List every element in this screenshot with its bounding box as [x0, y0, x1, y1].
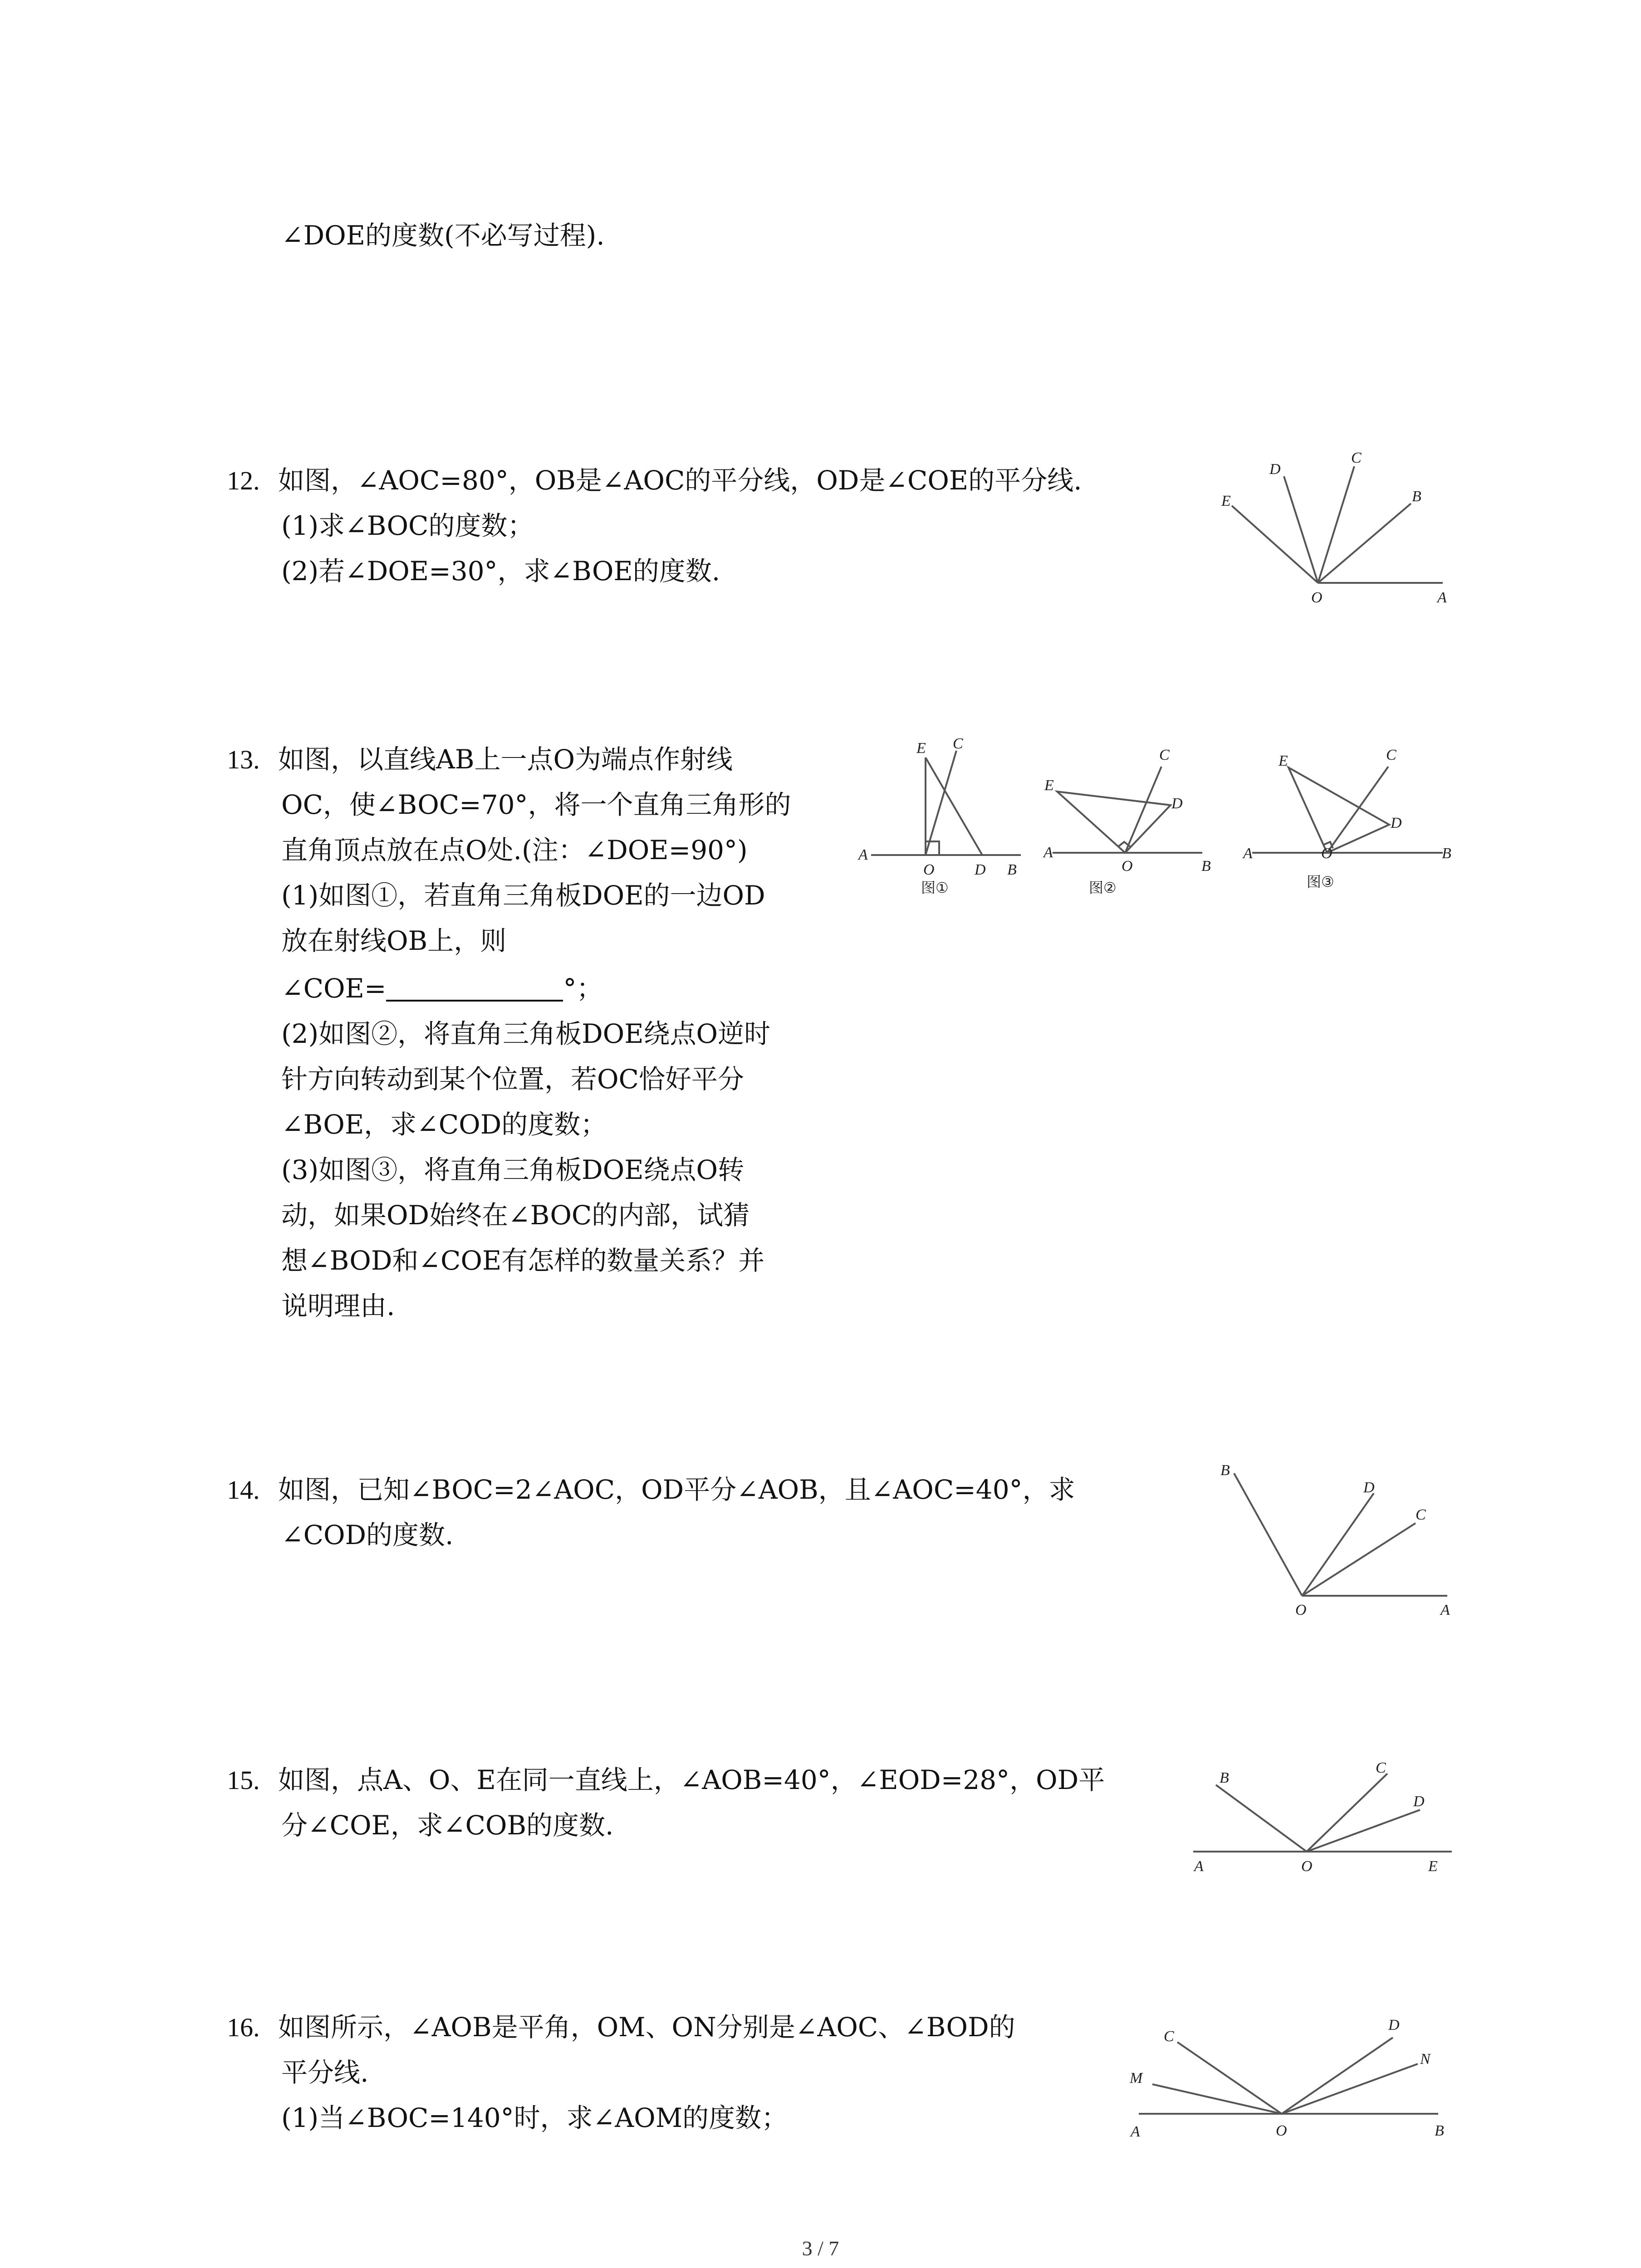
ray-oc	[1177, 2042, 1282, 2114]
ray-od	[1282, 2038, 1393, 2114]
caption-fig2: 图②	[1089, 879, 1117, 896]
label-b: B	[1412, 488, 1421, 505]
q13-line-10: 动，如果OD始终在∠BOC的内部，试猜	[281, 1200, 750, 1231]
label-o: O	[1276, 2122, 1287, 2139]
label-c: C	[1386, 747, 1396, 763]
ray-od	[1307, 1810, 1420, 1852]
label-b: B	[1220, 1769, 1229, 1786]
label-c: C	[1159, 747, 1170, 763]
answer-blank[interactable]	[386, 976, 563, 1002]
label-m: M	[1130, 2070, 1143, 2087]
q13-line-3: 直角顶点放在点O处.(注：∠DOE=90°)	[281, 835, 748, 865]
hyp-ed	[926, 758, 982, 855]
q13-blank-line	[281, 975, 603, 1002]
q13-blank-prefix: ∠COE=	[281, 973, 387, 1004]
q13-figure-3	[1243, 739, 1461, 898]
q14-line-1	[227, 1476, 1075, 1503]
q12-stem	[227, 467, 1082, 494]
label-d: D	[1388, 2017, 1400, 2033]
ray-on	[1282, 2064, 1418, 2114]
q16-number: 16.	[227, 2013, 260, 2042]
page-number: 3 / 7	[802, 2237, 839, 2260]
q14-line-2: ∠COD的度数.	[281, 1520, 454, 1550]
label-c: C	[1376, 1760, 1386, 1776]
ray-od	[1302, 1493, 1374, 1596]
ray-ob	[1234, 1473, 1302, 1596]
q12-part2: (2)若∠DOE=30°，求∠BOE的度数.	[281, 556, 720, 587]
label-c: C	[1164, 2028, 1174, 2045]
label-o: O	[1295, 1602, 1307, 1618]
q13-line-4: (1)如图①，若直角三角板DOE的一边OD	[281, 880, 765, 911]
q14-number: 14.	[227, 1475, 260, 1505]
label-b: B	[1201, 858, 1211, 875]
label-e: E	[916, 740, 926, 757]
ray-oc	[1302, 1523, 1416, 1596]
label-d: D	[1391, 815, 1402, 831]
q15-line-1	[227, 1767, 1105, 1794]
label-a: A	[1437, 589, 1447, 606]
triangle-doe	[1288, 767, 1389, 853]
q13-line-6: (2)如图②，将直角三角板DOE绕点O逆时	[281, 1018, 771, 1049]
q16-line-1-text: 如图所示，∠AOB是平角，OM、ON分别是∠AOC、∠BOD的	[278, 2012, 1015, 2043]
q13-blank-suffix: °；	[563, 973, 603, 1004]
label-c: C	[953, 735, 963, 752]
q13-figure-2	[1043, 739, 1234, 898]
q13-line-7: 针方向转动到某个位置，若OC恰好平分	[281, 1064, 744, 1095]
label-b: B	[1007, 861, 1017, 878]
q12-stem-text: 如图，∠AOC=80°，OB是∠AOC的平分线，OD是∠COE的平分线.	[278, 465, 1082, 496]
q13-line-9: (3)如图③，将直角三角板DOE绕点O转	[281, 1154, 745, 1185]
label-d: D	[1269, 461, 1281, 478]
label-o: O	[1301, 1858, 1313, 1875]
q12-part1: (1)求∠BOC的度数；	[281, 510, 534, 541]
ray-oc	[1125, 767, 1161, 853]
label-d: D	[1413, 1793, 1425, 1810]
label-a: A	[1131, 2123, 1140, 2140]
q15-number: 15.	[227, 1765, 260, 1795]
label-o: O	[1122, 858, 1133, 875]
label-d: D	[975, 861, 986, 878]
label-o: O	[1311, 589, 1323, 606]
ray-ob	[1216, 1785, 1307, 1852]
q12-figure	[1216, 445, 1452, 608]
label-d: D	[1171, 795, 1183, 812]
label-b: B	[1435, 2122, 1444, 2139]
q13-line-1	[227, 746, 733, 773]
label-a: A	[858, 846, 868, 863]
q13-figure-1	[853, 730, 1034, 898]
ray-ob	[1318, 503, 1411, 583]
q16-line-2: 平分线.	[281, 2057, 369, 2088]
q13-line-11: 想∠BOD和∠COE有怎样的数量关系？并	[281, 1245, 765, 1276]
label-n: N	[1420, 2051, 1430, 2068]
label-a: A	[1043, 844, 1053, 861]
label-a: A	[1440, 1602, 1450, 1618]
q13-line-2: OC，使∠BOC=70°，将一个直角三角形的	[281, 789, 791, 820]
q13-line-5: 放在射线OB上，则	[281, 925, 507, 956]
q13-line-1-text: 如图，以直线AB上一点O为端点作射线	[278, 744, 733, 775]
ray-oc	[1318, 466, 1354, 583]
ray-om	[1152, 2084, 1282, 2114]
q16-line-1	[227, 2014, 1015, 2041]
q14-figure	[1207, 1456, 1461, 1628]
carryover-line: ∠DOE的度数(不必写过程).	[281, 220, 605, 251]
label-o: O	[923, 861, 935, 878]
q13-line-8: ∠BOE，求∠COD的度数；	[281, 1109, 607, 1140]
q15-figure	[1184, 1746, 1461, 1882]
label-o: O	[1321, 845, 1332, 862]
ray-oc	[1307, 1774, 1387, 1852]
q14-line-1-text: 如图，已知∠BOC=2∠AOC，OD平分∠AOB，且∠AOC=40°，求	[278, 1474, 1075, 1505]
label-c: C	[1416, 1506, 1426, 1523]
label-e: E	[1279, 753, 1288, 769]
label-e: E	[1428, 1858, 1438, 1875]
triangle-doe	[1057, 792, 1171, 853]
label-e: E	[1221, 493, 1231, 509]
label-b: B	[1220, 1462, 1230, 1479]
q12-number: 12.	[227, 466, 260, 495]
q16-line-3: (1)当∠BOC=140°时，求∠AOM的度数；	[281, 2102, 788, 2133]
label-e: E	[1044, 777, 1054, 794]
q15-line-2: 分∠COE，求∠COB的度数.	[281, 1810, 614, 1841]
label-c: C	[1351, 450, 1362, 466]
q13-number: 13.	[227, 745, 260, 774]
caption-fig1: 图①	[921, 879, 949, 896]
label-a: A	[1243, 845, 1253, 862]
q15-line-1-text: 如图，点A、O、E在同一直线上，∠AOB=40°，∠EOD=28°，OD平	[278, 1765, 1105, 1795]
label-b: B	[1442, 845, 1451, 862]
q16-figure	[1121, 1982, 1456, 2150]
caption-fig3: 图③	[1307, 873, 1334, 890]
label-d: D	[1363, 1479, 1375, 1496]
q13-line-12: 说明理由.	[281, 1290, 395, 1321]
label-a: A	[1194, 1858, 1204, 1875]
